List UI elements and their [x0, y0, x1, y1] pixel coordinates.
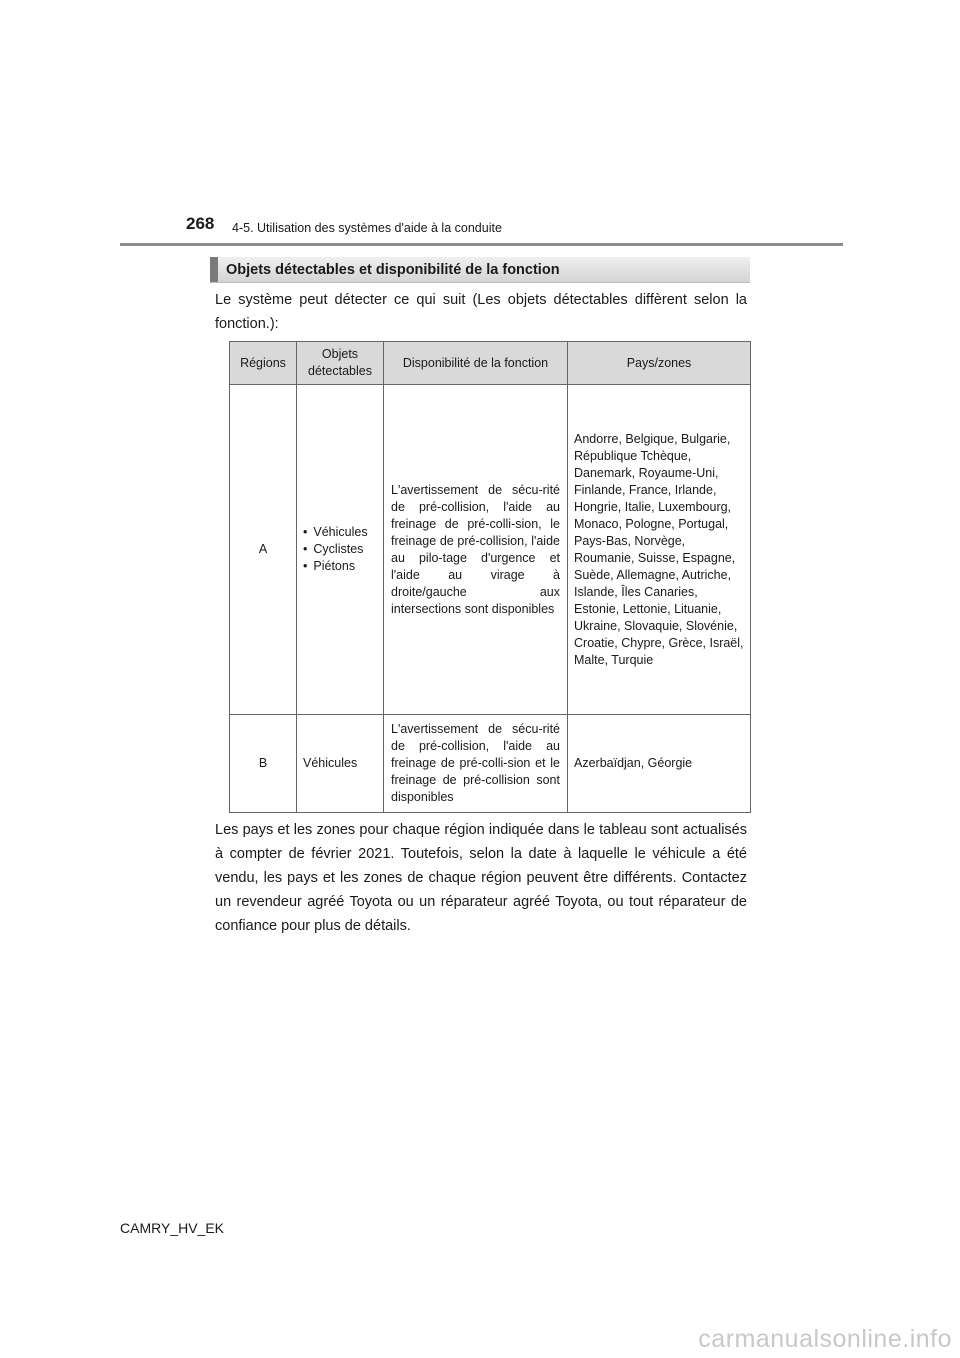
- list-item: • Véhicules: [303, 524, 377, 541]
- intro-paragraph: Le système peut détecter ce qui suit (Les objets détectables diffèrent selon la fonction.):: [215, 292, 747, 332]
- list-item: • Cyclistes: [303, 541, 377, 558]
- chapter-title: 4-5. Utilisation des systèmes d'aide à la conduite: [232, 221, 502, 235]
- region-cell: B: [230, 715, 297, 813]
- objects-cell: [297, 385, 384, 715]
- header-divider: [120, 243, 843, 246]
- function-cell: L'avertissement de sécu-rité de pré-collision, l'aide au freinage de pré-colli-sion, le freinage de pré-collision, l'aide au pilo-tage d'urgence et l'aide au virage à droite/gauche aux intersections sont disponibles: [384, 385, 568, 715]
- region-cell: A: [230, 385, 297, 715]
- section-heading: [210, 257, 750, 283]
- table-row: [230, 715, 751, 813]
- detection-table: [229, 341, 751, 813]
- objects-cell: Véhicules: [297, 715, 384, 813]
- header-objects: Objets détectables: [297, 342, 384, 385]
- site-watermark: carmanualsonline.info: [698, 1325, 952, 1353]
- header-regions: Régions: [230, 342, 297, 385]
- countries-cell: Azerbaïdjan, Géorgie: [568, 715, 751, 813]
- countries-cell: Andorre, Belgique, Bulgarie, République Tchèque, Danemark, Royaume-Uni, Finlande, France, Irlande, Hongrie, Italie, Luxembourg, Monaco, Pologne, Portugal, Pays-Bas, Norvège, Roumanie, Suisse, Espagne, Suède, Allemagne, Autriche, Islande, Îles Canaries, Estonie, Lettonie, Lituanie, Ukraine, Slovaquie, Slovénie, Croatie, Chypre, Grèce, Israël, Malte, Turquie: [568, 385, 751, 715]
- header-function: Disponibilité de la fonction: [384, 342, 568, 385]
- objects-list: [303, 524, 377, 575]
- section-heading-text: Objets détectables et disponibilité de la fonction: [226, 262, 560, 278]
- header-countries: Pays/zones: [568, 342, 751, 385]
- section-heading-marker: [210, 257, 218, 282]
- function-cell: L'avertissement de sécu-rité de pré-collision, l'aide au freinage de pré-colli-sion et le freinage de pré-collision sont disponibles: [384, 715, 568, 813]
- table-row: [230, 385, 751, 715]
- document-code: CAMRY_HV_EK: [120, 1220, 225, 1236]
- outro-paragraph: Les pays et les zones pour chaque région indiquée dans le tableau sont actualisés à compter de février 2021. Toutefois, selon la date à laquelle le véhicule a été vendu, les pays et les zones de chaque région peuvent être différents. Contactez un revendeur agréé Toyota ou un réparateur agréé Toyota, ou tout réparateur de confiance pour plus de détails.: [215, 822, 747, 934]
- page-number: 268: [186, 214, 215, 233]
- list-item: • Piétons: [303, 558, 377, 575]
- table-header-row: [230, 342, 751, 385]
